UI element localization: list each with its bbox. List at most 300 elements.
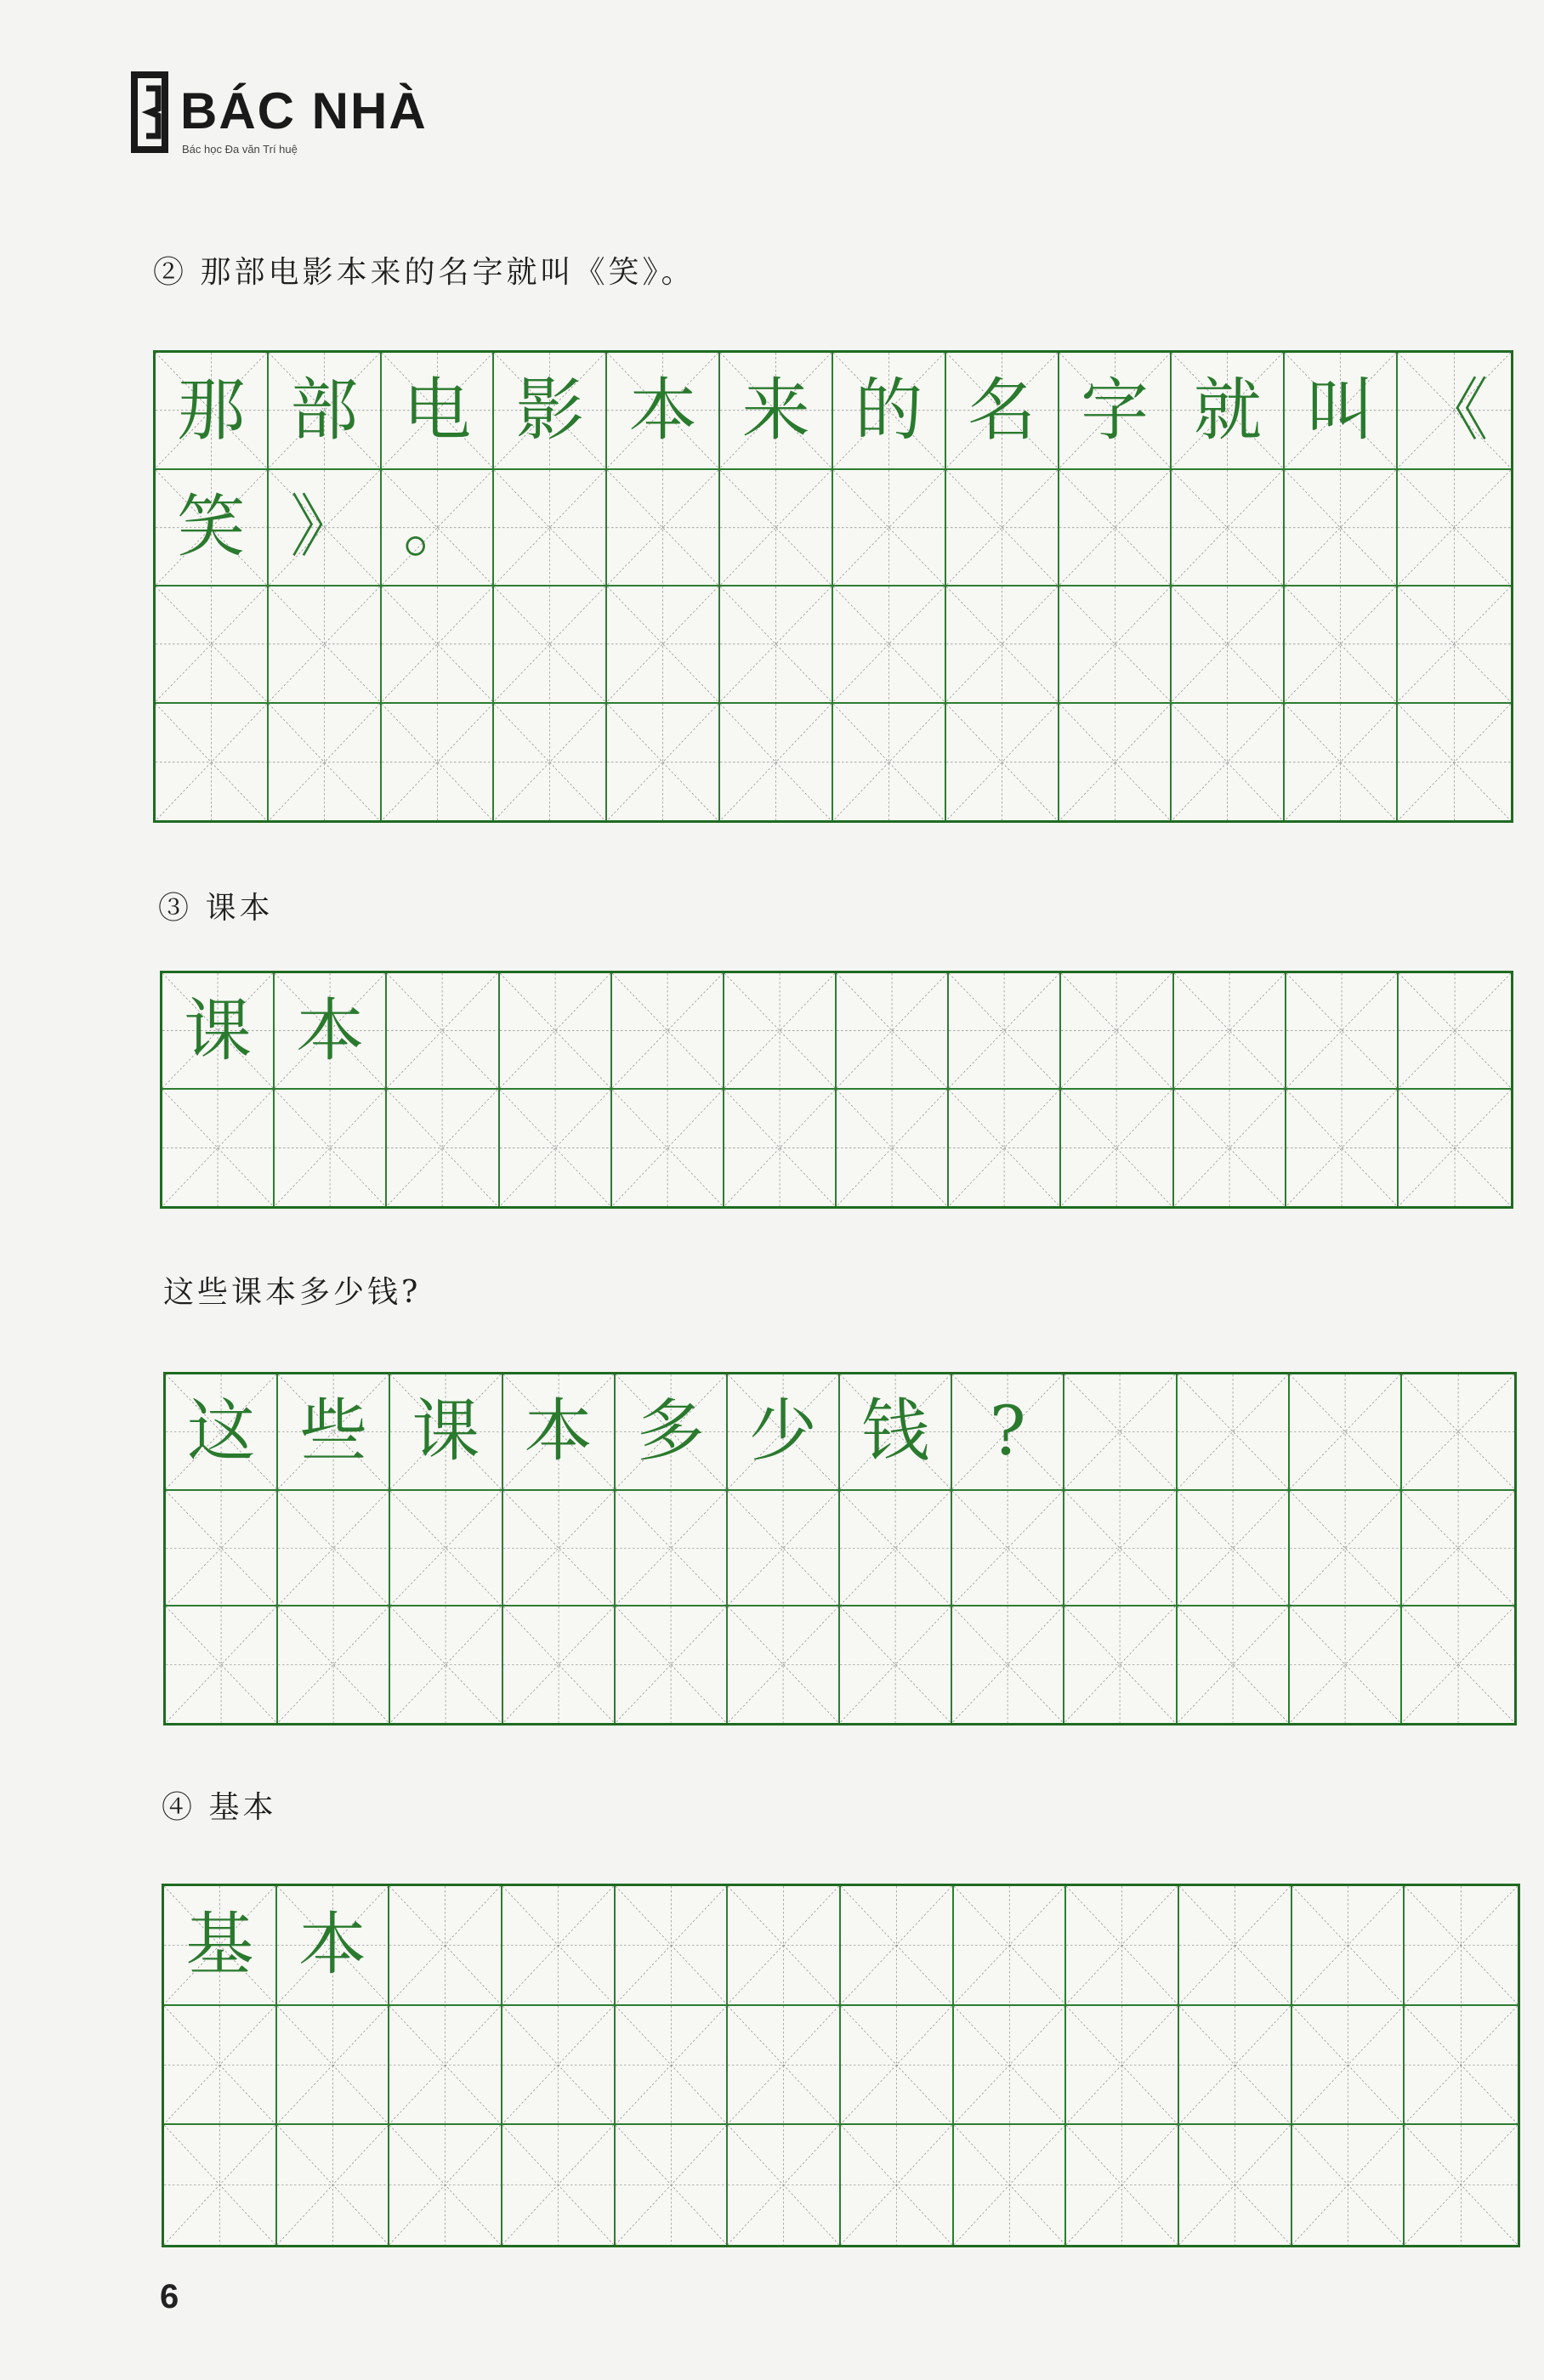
cell-guide-lines [1285,470,1396,586]
grid-cell [494,470,607,587]
cell-guide-lines [616,2125,727,2245]
section-heading-4: ④ 基本 [162,1790,277,1825]
grid-cell [156,586,269,704]
cell-guide-lines [164,2125,275,2245]
model-character: 名 [968,370,1036,450]
grid-cell [946,586,1059,704]
grid-cell [728,1491,840,1607]
grid-cell [1179,1886,1292,2006]
cell-guide-lines [607,586,718,702]
cell-guide-lines [724,1090,835,1206]
cell-guide-lines [1286,973,1397,1088]
grid-cell [720,704,833,821]
grid-cell [728,2006,841,2126]
grid-cell [1398,470,1511,587]
cell-guide-lines [1064,1606,1175,1723]
grid-cell [164,1886,277,2006]
grid-cell [1178,1491,1290,1607]
practice-grid-sentence [163,1372,1517,1726]
grid-cell [616,2006,729,2126]
cell-guide-lines [607,470,718,586]
grid-cell [1061,1090,1173,1206]
grid-cell [728,2125,841,2245]
cell-guide-lines [837,973,947,1088]
grid-cell [841,2006,954,2126]
grid-cell [1398,704,1511,821]
grid-cell [946,704,1059,821]
grid-cell [1402,1606,1514,1723]
grid-cell [1286,1090,1399,1206]
grid-cell [1064,1374,1177,1491]
grid-cell [724,973,837,1090]
cell-guide-lines [1405,2006,1518,2124]
page-number: 6 [160,2278,179,2315]
cell-guide-lines [1398,586,1511,702]
cell-guide-lines [1174,1090,1285,1206]
grid-cell [1172,586,1285,704]
grid-cell [616,1606,728,1723]
cell-guide-lines [1399,973,1511,1088]
grid-cell [1405,1886,1518,2006]
cell-guide-lines [1061,1090,1172,1206]
grid-cell [277,1886,390,2006]
cell-guide-lines [720,470,832,586]
cell-guide-lines [954,2125,1065,2245]
grid-cell [1066,2006,1179,2126]
grid-cell [502,1886,616,2006]
grid-cell [1059,353,1172,470]
grid-cell [278,1491,390,1607]
cell-guide-lines [275,1090,385,1206]
cell-guide-lines [1292,2006,1404,2124]
grid-cell [494,586,607,704]
model-character: 这 [187,1391,256,1471]
grid-cell [1172,470,1285,587]
grid-cell [503,1491,616,1607]
cell-guide-lines [387,973,497,1088]
cell-guide-lines [1179,1886,1291,2004]
cell-guide-lines [494,704,605,821]
cell-guide-lines [949,1090,1059,1206]
cell-guide-lines [1402,1491,1514,1606]
grid-cell [954,1886,1067,2006]
cell-guide-lines [616,1606,726,1723]
cell-guide-lines [269,586,380,702]
model-character: 本 [296,990,365,1070]
grid-cell [612,1090,724,1206]
logo-mark-icon [126,70,173,155]
grid-cell [952,1491,1064,1607]
grid-cell [389,2006,502,2126]
grid-cell [275,1090,387,1206]
model-character: 《 [1420,370,1489,450]
grid-cell [1178,1374,1290,1491]
grid-cell [1398,586,1511,704]
grid-cell [1172,704,1285,821]
cell-guide-lines [837,1090,947,1206]
grid-cell [389,1886,502,2006]
cell-guide-lines [952,1606,1063,1723]
grid-cell [1179,2125,1292,2245]
grid-cell [616,1491,728,1607]
cell-guide-lines [382,704,493,821]
cell-guide-lines [954,2006,1065,2124]
grid-cell [500,973,612,1090]
model-character: 那 [177,370,246,450]
cell-guide-lines [389,1886,501,2004]
model-character: 多 [636,1391,705,1471]
cell-guide-lines [162,1090,273,1206]
cell-guide-lines [724,973,835,1088]
cell-guide-lines [728,1606,838,1723]
grid-cell [1179,2006,1292,2126]
practice-grid-2 [153,350,1513,823]
cell-guide-lines [494,470,605,586]
cell-guide-lines [1061,973,1172,1088]
practice-grid-3 [160,971,1513,1209]
cell-guide-lines [269,704,380,821]
cell-guide-lines [833,704,945,821]
cell-guide-lines [1290,1374,1400,1489]
cell-guide-lines [1285,586,1396,702]
cell-guide-lines [728,2125,839,2245]
cell-guide-lines [1172,704,1283,821]
grid-cell [952,1374,1064,1491]
cell-guide-lines [616,2006,727,2124]
grid-cell [1402,1491,1514,1607]
grid-cell [1405,2006,1518,2126]
grid-cell [837,1090,949,1206]
cell-guide-lines [1172,470,1283,586]
cell-guide-lines [166,1606,276,1723]
cell-guide-lines [833,586,945,702]
cell-guide-lines [1402,1606,1514,1723]
cell-guide-lines [1059,470,1171,586]
grid-cell [728,1374,840,1491]
grid-cell [1285,353,1398,470]
grid-cell [1285,586,1398,704]
grid-cell [1286,973,1399,1090]
grid-cell [494,704,607,821]
cell-guide-lines [841,2125,952,2245]
grid-cell [1290,1491,1402,1607]
grid-cell [840,1606,952,1723]
cell-guide-lines [1398,704,1511,821]
grid-cell [390,1606,502,1723]
grid-cell [502,2006,616,2126]
grid-cell [164,2125,277,2245]
grid-cell [616,2125,729,2245]
grid-cell [269,704,382,821]
model-character: 钱 [861,1391,930,1471]
model-character: 本 [524,1391,593,1471]
cell-guide-lines [833,470,945,586]
cell-guide-lines [1292,1886,1404,2004]
grid-cell [1059,704,1172,821]
model-character: 的 [854,370,923,450]
grid-cell [269,470,382,587]
grid-cell [1398,353,1511,470]
grid-cell [1399,1090,1511,1206]
grid-cell [833,586,946,704]
cell-guide-lines [166,1491,276,1606]
grid-cell [503,1374,616,1491]
grid-cell [156,353,269,470]
grid-cell [382,704,495,821]
grid-cell [156,470,269,587]
cell-guide-lines [1064,1374,1175,1489]
model-character: 本 [628,370,697,450]
cell-guide-lines [500,1090,610,1206]
grid-cell [1402,1374,1514,1491]
grid-cell [952,1606,1064,1723]
cell-guide-lines [502,2006,614,2124]
model-character: 影 [515,370,584,450]
grid-cell [494,353,607,470]
model-character: 笑 [177,487,246,567]
grid-cell [1064,1606,1177,1723]
model-character: 。 [403,487,472,567]
grid-cell [840,1374,952,1491]
model-character: 字 [1081,370,1149,450]
grid-cell [728,1886,841,2006]
grid-cell [164,2006,277,2126]
grid-cell [1285,704,1398,821]
grid-cell [277,2006,390,2126]
cell-guide-lines [612,1090,723,1206]
cell-guide-lines [840,1606,951,1723]
grid-cell [387,973,499,1090]
cell-guide-lines [1286,1090,1397,1206]
grid-cell [382,586,495,704]
cell-guide-lines [277,2125,389,2245]
grid-cell [840,1491,952,1607]
grid-cell [1178,1606,1290,1723]
grid-cell [390,1491,502,1607]
grid-cell [1405,2125,1518,2245]
cell-guide-lines [841,1886,952,2004]
cell-guide-lines [946,470,1058,586]
logo-tagline: Bác học Đa văn Trí huệ [182,143,298,156]
cell-guide-lines [607,704,718,821]
grid-cell [166,1606,278,1723]
model-character: 课 [184,990,253,1070]
section-heading-3: ③ 课本 [158,891,274,926]
grid-cell [500,1090,612,1206]
grid-cell [1292,2006,1405,2126]
cell-guide-lines [1292,2125,1404,2245]
cell-guide-lines [156,586,267,702]
cell-guide-lines [502,1886,614,2004]
grid-cell [278,1606,390,1723]
cell-guide-lines [616,1886,727,2004]
grid-cell [277,2125,390,2245]
cell-guide-lines [728,1491,838,1606]
grid-cell [1290,1606,1402,1723]
grid-cell [1290,1374,1402,1491]
grid-cell [841,1886,954,2006]
cell-guide-lines [1172,586,1283,702]
cell-guide-lines [1399,1090,1511,1206]
grid-cell [946,470,1059,587]
grid-cell [616,1886,729,2006]
grid-cell [1292,2125,1405,2245]
grid-cell [503,1606,616,1723]
cell-guide-lines [278,1491,389,1606]
grid-cell [607,586,720,704]
cell-guide-lines [1405,2125,1518,2245]
grid-cell [946,353,1059,470]
model-character: 少 [748,1391,817,1471]
grid-cell [1399,973,1511,1090]
cell-guide-lines [387,1090,497,1206]
cell-guide-lines [502,2125,614,2245]
cell-guide-lines [389,2006,501,2124]
model-character: 课 [412,1391,480,1471]
grid-cell [954,2125,1067,2245]
cell-guide-lines [1290,1491,1400,1606]
cell-guide-lines [1174,973,1285,1088]
grid-cell [390,1374,502,1491]
grid-cell [166,1491,278,1607]
cell-guide-lines [612,973,723,1088]
grid-cell [1174,973,1286,1090]
grid-cell [382,470,495,587]
grid-cell [833,470,946,587]
grid-cell [156,704,269,821]
cell-guide-lines [841,2006,952,2124]
grid-cell [837,973,949,1090]
cell-guide-lines [1405,1886,1518,2004]
cell-guide-lines [616,1491,726,1606]
cell-guide-lines [1064,1491,1175,1606]
cell-guide-lines [1179,2006,1291,2124]
cell-guide-lines [1398,470,1511,586]
model-character: 些 [299,1391,368,1471]
cell-guide-lines [390,1606,501,1723]
model-character: 部 [290,370,359,450]
cell-guide-lines [1402,1374,1514,1489]
grid-cell [269,586,382,704]
grid-cell [1059,470,1172,587]
grid-cell [1172,353,1285,470]
grid-cell [382,353,495,470]
model-character: 就 [1193,370,1262,450]
cell-guide-lines [1290,1606,1400,1723]
grid-cell [720,586,833,704]
grid-cell [1061,973,1173,1090]
cell-guide-lines [1178,1491,1288,1606]
cell-guide-lines [952,1491,1063,1606]
grid-cell [949,973,1061,1090]
cell-guide-lines [156,704,267,821]
cell-guide-lines [946,586,1058,702]
cell-guide-lines [390,1491,501,1606]
grid-cell [1064,1491,1177,1607]
cell-guide-lines [1059,586,1171,702]
cell-guide-lines [1066,1886,1178,2004]
grid-cell [1285,470,1398,587]
grid-cell [269,353,382,470]
grid-cell [841,2125,954,2245]
grid-cell [720,353,833,470]
cell-guide-lines [1066,2006,1178,2124]
cell-guide-lines [954,1886,1065,2004]
grid-cell [1292,1886,1405,2006]
cell-guide-lines [728,2006,839,2124]
cell-guide-lines [277,2006,389,2124]
cell-guide-lines [949,973,1059,1088]
cell-guide-lines [1178,1374,1288,1489]
grid-cell [833,353,946,470]
cell-guide-lines [1179,2125,1291,2245]
model-character: 》 [290,487,359,567]
grid-cell [607,470,720,587]
cell-guide-lines [1066,2125,1178,2245]
grid-cell [954,2006,1067,2126]
grid-cell [389,2125,502,2245]
grid-cell [502,2125,616,2245]
model-character: 本 [298,1905,366,1985]
grid-cell [724,1090,837,1206]
cell-guide-lines [382,586,493,702]
model-character: ? [989,1391,1026,1471]
grid-cell [607,704,720,821]
grid-cell [616,1374,728,1491]
grid-cell [162,1090,275,1206]
grid-cell [162,973,275,1090]
grid-cell [612,973,724,1090]
cell-guide-lines [500,973,610,1088]
grid-cell [728,1606,840,1723]
cell-guide-lines [1178,1606,1288,1723]
model-character: 叫 [1306,370,1375,450]
grid-cell [278,1374,390,1491]
grid-cell [1066,1886,1179,2006]
cell-guide-lines [720,704,832,821]
practice-grid-4 [162,1884,1520,2247]
cell-guide-lines [164,2006,275,2124]
cell-guide-lines [494,586,605,702]
section-heading-sentence: 这些课本多少钱? [163,1275,422,1310]
section-heading-2: ② 那部电影本来的名字就叫《笑》。 [153,255,695,290]
cell-guide-lines [1285,704,1396,821]
grid-cell [833,704,946,821]
model-character: 来 [741,370,810,450]
cell-guide-lines [840,1491,951,1606]
cell-guide-lines [278,1606,389,1723]
grid-cell [166,1374,278,1491]
grid-cell [1059,586,1172,704]
grid-cell [1066,2125,1179,2245]
cell-guide-lines [720,586,832,702]
grid-cell [275,973,387,1090]
grid-cell [1174,1090,1286,1206]
model-character: 基 [185,1905,254,1985]
grid-cell [949,1090,1061,1206]
cell-guide-lines [503,1491,614,1606]
grid-cell [607,353,720,470]
model-character: 电 [403,370,472,450]
cell-guide-lines [728,1886,839,2004]
cell-guide-lines [946,704,1058,821]
cell-guide-lines [1059,704,1171,821]
cell-guide-lines [389,2125,501,2245]
logo-name: BÁC NHÀ [180,82,428,139]
grid-cell [387,1090,499,1206]
grid-cell [720,470,833,587]
cell-guide-lines [503,1606,614,1723]
